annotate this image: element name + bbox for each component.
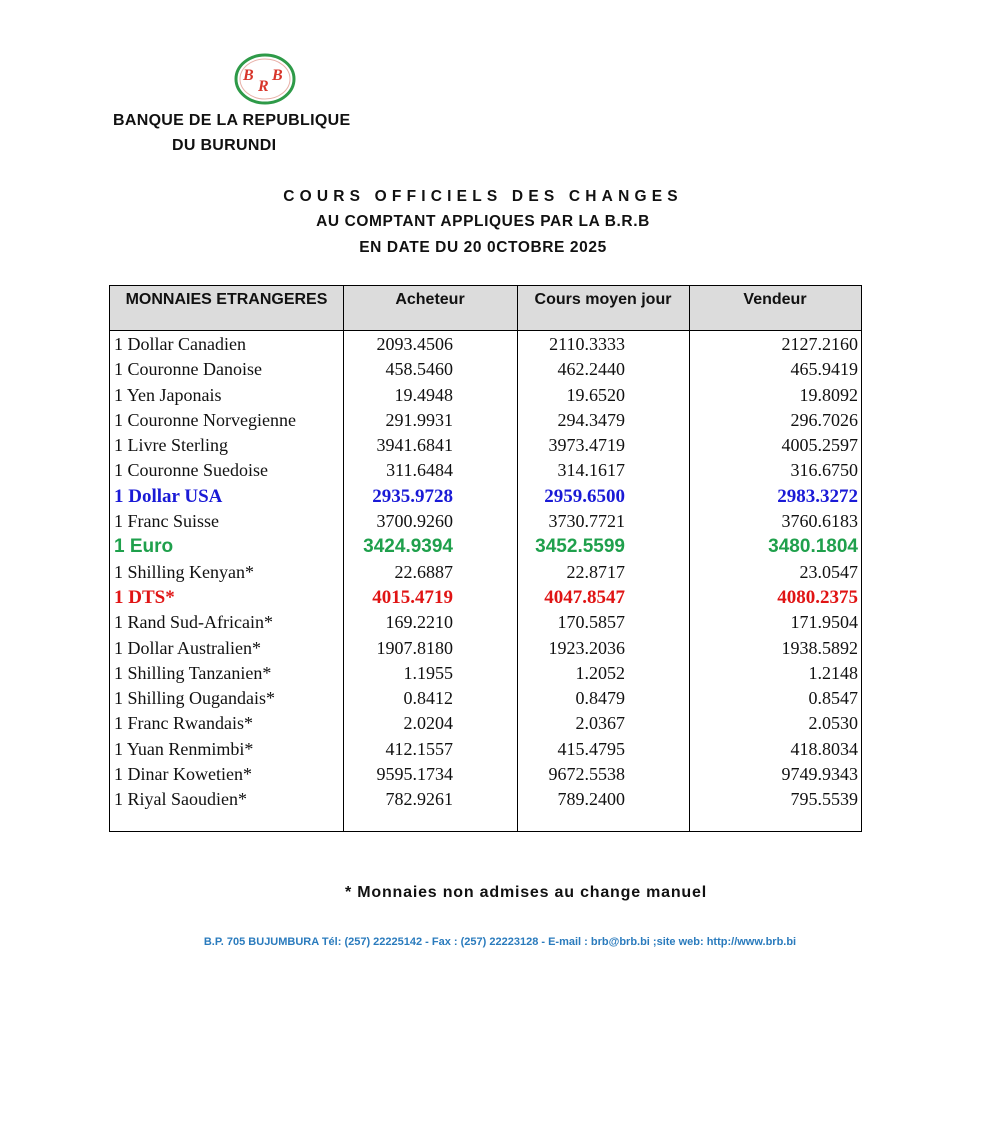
currency-name: 1 Livre Sterling [114, 435, 228, 456]
currency-name: 1 Euro [114, 536, 174, 558]
average-rate: 19.6520 [566, 384, 625, 405]
currency-name: 1 Couronne Norvegienne [114, 409, 296, 430]
table-row [110, 383, 861, 408]
buyer-rate: 1907.8180 [376, 637, 453, 658]
bank-name-line1: BANQUE DE LA REPUBLIQUE [113, 112, 351, 129]
buyer-rate: 1.1955 [403, 662, 453, 683]
average-rate: 9672.5538 [548, 764, 625, 785]
buyer-rate: 2093.4506 [376, 334, 453, 354]
buyer-rate: 3424.9394 [363, 536, 453, 558]
currency-name: 1 DTS* [114, 586, 175, 608]
table-row [110, 458, 861, 483]
currency-name: 1 Dollar Australien* [114, 637, 261, 658]
table-row [110, 661, 861, 686]
document-title: COURS OFFICIELS DES CHANGES [283, 188, 683, 205]
column-header-seller: Vendeur [743, 291, 807, 308]
table-header [110, 286, 861, 331]
seller-rate: 9749.9343 [781, 764, 858, 785]
table-row [110, 408, 861, 433]
buyer-rate: 2935.9728 [372, 485, 453, 507]
buyer-rate: 3700.9260 [376, 511, 453, 532]
average-rate: 462.2440 [557, 359, 625, 380]
average-rate: 294.3479 [557, 409, 625, 430]
seller-rate: 316.6750 [790, 460, 858, 481]
seller-rate: 2.0530 [808, 713, 858, 734]
buyer-rate: 9595.1734 [376, 764, 453, 785]
brb-logo [234, 53, 296, 105]
average-rate: 415.4795 [557, 738, 625, 759]
table-row [110, 332, 861, 357]
currency-name: 1 Franc Rwandais* [114, 713, 253, 734]
average-rate: 0.8479 [575, 688, 625, 709]
average-rate: 314.1617 [557, 460, 625, 481]
currency-name: 1 Dollar USA [114, 485, 223, 507]
table-row [110, 560, 861, 585]
buyer-rate: 412.1557 [385, 738, 453, 759]
average-rate: 3452.5599 [535, 536, 625, 558]
seller-rate: 418.8034 [790, 738, 858, 759]
table-row [110, 610, 861, 635]
seller-rate: 0.8547 [808, 688, 858, 709]
buyer-rate: 2.0204 [403, 713, 453, 734]
seller-rate: 171.9504 [790, 612, 858, 633]
bank-name-line2: DU BURUNDI [172, 137, 277, 154]
buyer-rate: 3941.6841 [376, 435, 453, 456]
table-row [110, 357, 861, 382]
currency-name: 1 Couronne Danoise [114, 359, 262, 380]
svg-text:R: R [258, 78, 269, 95]
currency-name: 1 Riyal Saoudien* [114, 789, 247, 810]
buyer-rate: 169.2210 [385, 612, 453, 633]
seller-rate: 1938.5892 [781, 637, 858, 658]
seller-rate: 4005.2597 [781, 435, 858, 456]
buyer-rate: 0.8412 [403, 688, 453, 709]
buyer-rate: 22.6887 [394, 561, 453, 582]
document-subtitle: AU COMPTANT APPLIQUES PAR LA B.R.B [316, 213, 650, 230]
svg-text:B: B [272, 67, 283, 84]
column-header-currency: MONNAIES ETRANGERES [125, 291, 328, 308]
table-row [110, 711, 861, 736]
average-rate: 1923.2036 [548, 637, 625, 658]
currency-name: 1 Couronne Suedoise [114, 460, 268, 481]
seller-rate: 465.9419 [790, 359, 858, 380]
average-rate: 2110.3333 [549, 334, 625, 354]
buyer-rate: 311.6484 [386, 460, 453, 481]
seller-rate: 1.2148 [808, 662, 858, 683]
table-row [110, 762, 861, 787]
seller-rate: 795.5539 [790, 789, 858, 810]
seller-rate: 3760.6183 [781, 511, 858, 532]
currency-name: 1 Franc Suisse [114, 511, 219, 532]
svg-text:B: B [243, 67, 254, 84]
document-date: EN DATE DU 20 0CTOBRE 2025 [359, 239, 607, 256]
table-row [110, 737, 861, 762]
buyer-rate: 4015.4719 [372, 586, 453, 608]
table-row [110, 787, 861, 812]
currency-name: 1 Shilling Ougandais* [114, 688, 275, 709]
average-rate: 1.2052 [575, 662, 625, 683]
exchange-rate-table [109, 285, 862, 832]
average-rate: 2959.6500 [544, 485, 625, 507]
seller-rate: 23.0547 [799, 561, 858, 582]
table-row [110, 509, 861, 534]
buyer-rate: 291.9931 [385, 409, 453, 430]
currency-name: 1 Shilling Kenyan* [114, 561, 254, 582]
table-row [110, 484, 861, 509]
average-rate: 3973.4719 [548, 435, 625, 456]
table-row [110, 636, 861, 661]
seller-rate: 2983.3272 [777, 485, 858, 507]
average-rate: 170.5857 [557, 612, 625, 633]
currency-name: 1 Dinar Kowetien* [114, 764, 252, 785]
buyer-rate: 458.5460 [385, 359, 453, 380]
buyer-rate: 782.9261 [385, 789, 453, 810]
seller-rate: 296.7026 [790, 409, 858, 430]
average-rate: 22.8717 [566, 561, 625, 582]
average-rate: 789.2400 [557, 789, 625, 810]
table-body [110, 332, 861, 813]
table-row [110, 686, 861, 711]
currency-name: 1 Dollar Canadien [114, 334, 246, 354]
table-row [110, 433, 861, 458]
currency-name: 1 Yuan Renmimbi* [114, 738, 254, 759]
currency-name: 1 Shilling Tanzanien* [114, 662, 272, 683]
average-rate: 3730.7721 [548, 511, 625, 532]
currency-name: 1 Rand Sud-Africain* [114, 612, 273, 633]
column-header-average: Cours moyen jour [534, 291, 672, 308]
contact-info: B.P. 705 BUJUMBURA Tél: (257) 22225142 - Fax : (257) 22223128 - E-mail : brb@brb.bi ;site web: http://www.brb.bi [203, 936, 797, 948]
seller-rate: 19.8092 [799, 384, 858, 405]
buyer-rate: 19.4948 [394, 384, 453, 405]
seller-rate: 4080.2375 [777, 586, 858, 608]
average-rate: 4047.8547 [544, 586, 625, 608]
table-row [110, 585, 861, 610]
currency-name: 1 Yen Japonais [114, 384, 222, 405]
table-row [110, 534, 861, 559]
average-rate: 2.0367 [575, 713, 625, 734]
seller-rate: 3480.1804 [768, 536, 858, 558]
seller-rate: 2127.2160 [781, 334, 858, 354]
footnote: * Monnaies non admises au change manuel [345, 884, 707, 901]
column-header-buyer: Acheteur [395, 291, 465, 308]
